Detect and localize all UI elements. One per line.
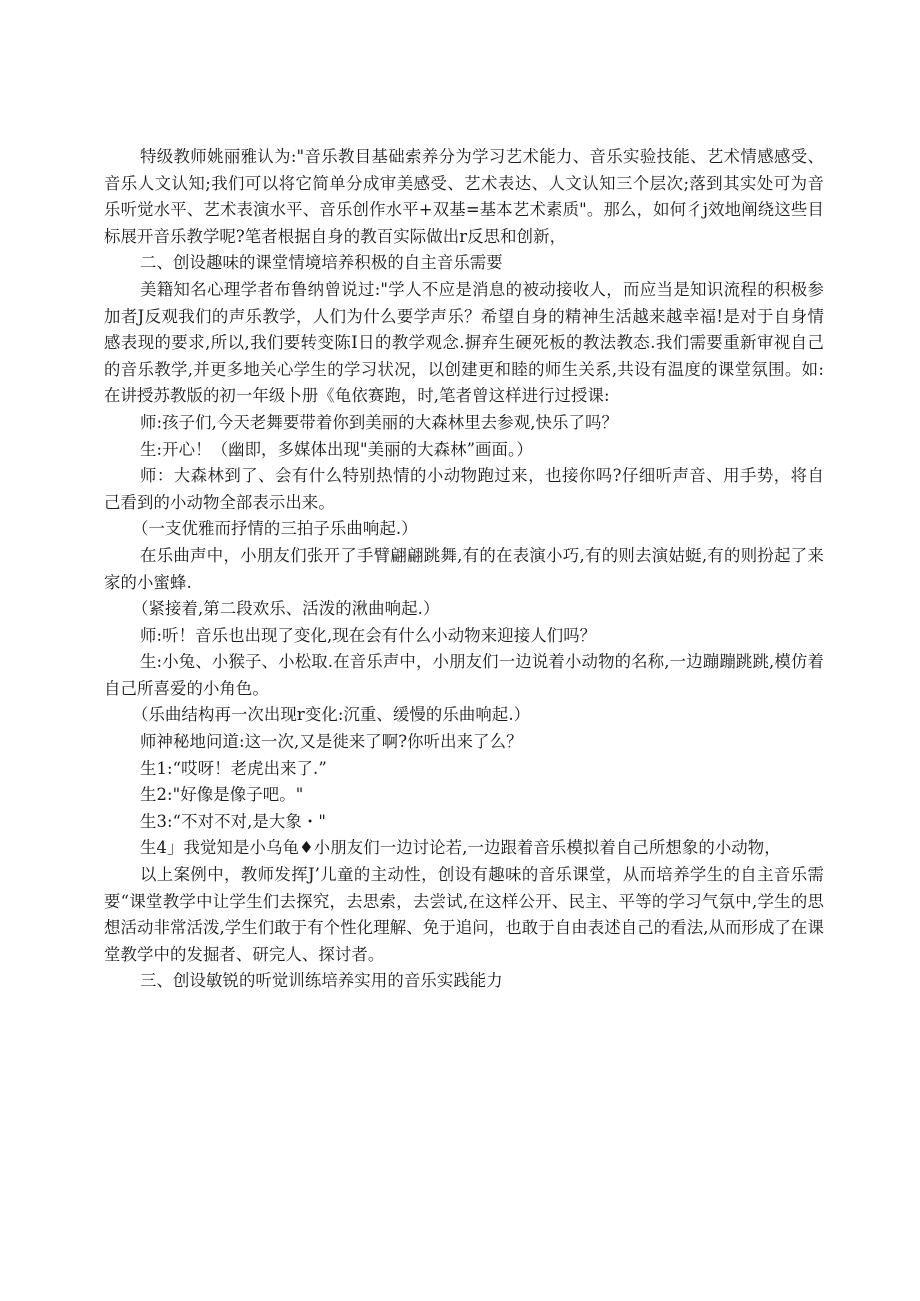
dialogue-line: 生1:“哎呀！老虎出来了.”	[140, 758, 327, 778]
paragraph-narration: 在乐曲声中，小朋友们张开了手臂翩翩跳舞,有的在表演小巧,有的则去演姑蜓,有的则扮起了来家的小蜜蜂.	[104, 545, 824, 592]
dialogue-line: 生2:"好像是像子吧。"	[140, 785, 304, 805]
section-heading-2: 二、创设趣味的课堂情境培养积极的自主音乐需要	[140, 253, 503, 273]
dialogue-line: 师：大森林到了、会有什么特别热情的小动物跑过来，也接你吗?仔细听声音、用手势，将自己看到的小动物全部表示出来。	[104, 466, 824, 512]
dialogue-line: 生3:“不对不对,是大象・"	[140, 811, 326, 831]
dialogue-line: 师:听！音乐也出现了变化,现在会有什么小动物来迎接人们吗？	[140, 625, 597, 645]
paragraph-summary: 以上案例中，教师发挥J’儿童的主动性，创设有趣味的音乐课堂，从而培养学生的自主音乐需要“课堂教学中让学生们去探究，去思索，去尝试,在这样公开、民主、平等的学习气氛中,学生的思想活动非常活泼,学生们敢于有个性化理解、免于追问，也敢于自由表述自己的看法,从而形成了在课堂教学中的发掘者、研完人、探讨者。	[104, 865, 824, 964]
paragraph-intro: 特级教师姚丽雅认为:"音乐教目基础索养分为学习艺术能力、音乐实验技能、艺术情感感受、音乐人文认知;我们可以将它简单分成审美感受、艺术表达、人文认知三个层次;落到其实处可为音乐听觉水平、艺术表演水平、音乐创作水平+双基=基本艺术素质"。那么，如何彳j效地阐绕这些目标展开音乐教学呢?笔者根据自身的教百实际做出r反思和创新，	[104, 147, 824, 246]
stage-direction: （紧接着,第二段欢乐、活泼的湫曲响起.）	[132, 599, 440, 619]
dialogue-line: 生4」我觉知是小乌龟♦小朋友们一边讨论若,一边跟着音乐模拟着自己所想象的小动物，	[140, 838, 781, 858]
dialogue-line: 生:小兔、小猴子、小松取.在音乐声中，小朋友们一边说着小动物的名称,一边蹦蹦跳跳,模仿着自己所喜爱的小角色。	[104, 652, 824, 698]
paragraph-bruner-quote: 美籍知名心理学者布鲁纳曾说过:"学人不应是消息的被动接收人，而应当是知识流程的积极参加者J反观我们的声乐教学，人们为什么要学声乐？希望自身的精神生活越来越幸福!是对于自身情感表现的要求,所以,我们要转变陈I日的教学观念.摒弃生硬死板的教法教态.我们需要重新审视自己的音乐教学,并更多地关心学生的学习状况，以创建更和睦的师生关系,共设有温度的课堂氛围。如:在讲授苏教版的初一年级卜册《龟依赛跑，时,笔者曾这样进行过授课:	[104, 279, 824, 406]
dialogue-line: 生:开心！（幽即，多媒体出现"美丽的大森林”画面。）	[140, 439, 533, 459]
section-heading-3: 三、创设敏锐的听觉训练培养实用的音乐实践能力	[140, 971, 503, 991]
stage-direction: （乐曲结构再一次出现r变化:沉重、缓慢的乐曲响起.）	[132, 705, 531, 725]
dialogue-line: 师神秘地问道:这一次,又是徙来了啊?你听出来了么？	[140, 732, 523, 752]
stage-direction: （一支优雅而抒情的三拍子乐曲响起.）	[132, 519, 418, 539]
document-body	[104, 144, 824, 995]
dialogue-line: 师:孩子们,今天老舞要带着你到美丽的大森林里去参观,快乐了吗？	[140, 412, 618, 432]
